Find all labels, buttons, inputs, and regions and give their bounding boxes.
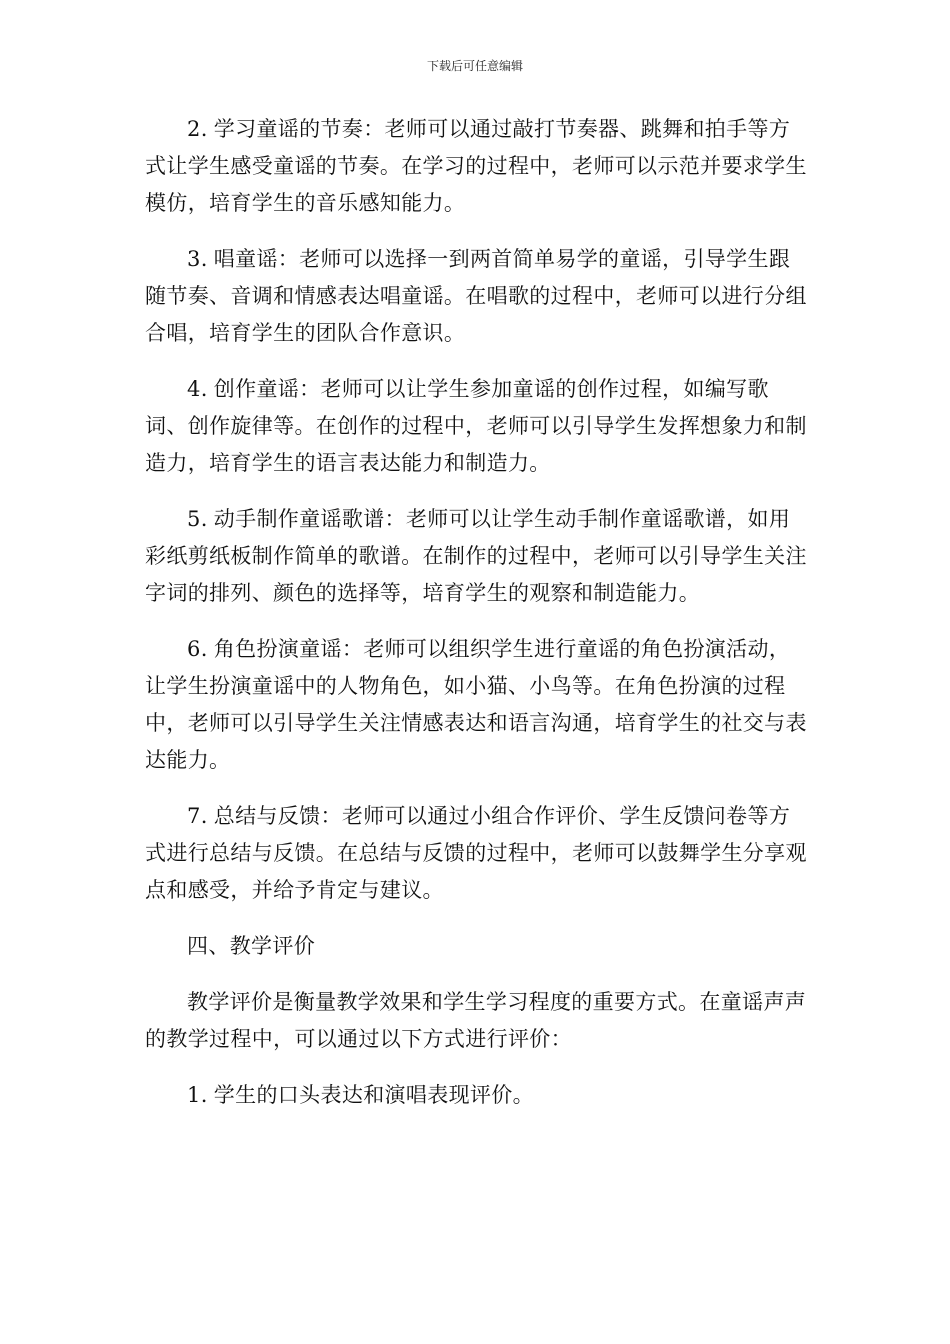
page-header: 下载后可任意编辑 [426, 59, 523, 73]
evaluation-item-1 [145, 1077, 810, 1114]
activity-paragraph-7 [145, 798, 810, 909]
paragraph-number: 3. [187, 247, 208, 271]
paragraph-text: 创作童谣：老师可以让学生参加童谣的创作过程，如编写歌词、创作旋律等。在创作的过程中，老师可以引导学生发挥想象力和制造力，培育学生的语言表达能力和制造力。 [145, 377, 807, 475]
section-heading: 四、教学评价 [187, 934, 316, 958]
paragraph-text: 唱童谣：老师可以选择一到两首简单易学的童谣，引导学生跟随节奏、音调和情感表达唱童谣。在唱歌的过程中，老师可以进行分组合唱，培育学生的团队合作意识。 [145, 247, 807, 345]
paragraph-number: 6. [187, 637, 208, 661]
paragraph-number: 2. [187, 117, 208, 141]
activity-paragraph-4 [145, 371, 810, 482]
document-body [145, 111, 810, 1133]
paragraph-text: 总结与反馈：老师可以通过小组合作评价、学生反馈问卷等方式进行总结与反馈。在总结与反馈的过程中，老师可以鼓舞学生分享观点和感受，并给予肯定与建议。 [145, 804, 807, 902]
paragraph-text: 动手制作童谣歌谱：老师可以让学生动手制作童谣歌谱，如用彩纸剪纸板制作简单的歌谱。在制作的过程中，老师可以引导学生关注字词的排列、颜色的选择等，培育学生的观察和制造能力。 [145, 507, 807, 605]
paragraph-text: 学生的口头表达和演唱表现评价。 [213, 1083, 534, 1107]
activity-paragraph-2 [145, 111, 810, 222]
activity-paragraph-3 [145, 241, 810, 352]
activity-paragraph-6 [145, 631, 810, 779]
paragraph-number: 1. [187, 1083, 208, 1107]
paragraph-text: 学习童谣的节奏：老师可以通过敲打节奏器、跳舞和拍手等方式让学生感受童谣的节奏。在学习的过程中，老师可以示范并要求学生模仿，培育学生的音乐感知能力。 [145, 117, 807, 215]
paragraph-number: 5. [187, 507, 208, 531]
activity-paragraph-5 [145, 501, 810, 612]
paragraph-number: 7. [187, 804, 208, 828]
paragraph-number: 4. [187, 377, 208, 401]
paragraph-text: 角色扮演童谣：老师可以组织学生进行童谣的角色扮演活动，让学生扮演童谣中的人物角色，如小猫、小鸟等。在角色扮演的过程中，老师可以引导学生关注情感表达和语言沟通，培育学生的社交与表达能力。 [145, 637, 807, 772]
intro-paragraph: 教学评价是衡量教学效果和学生学习程度的重要方式。在童谣声声的教学过程中，可以通过以下方式进行评价： [145, 990, 807, 1051]
